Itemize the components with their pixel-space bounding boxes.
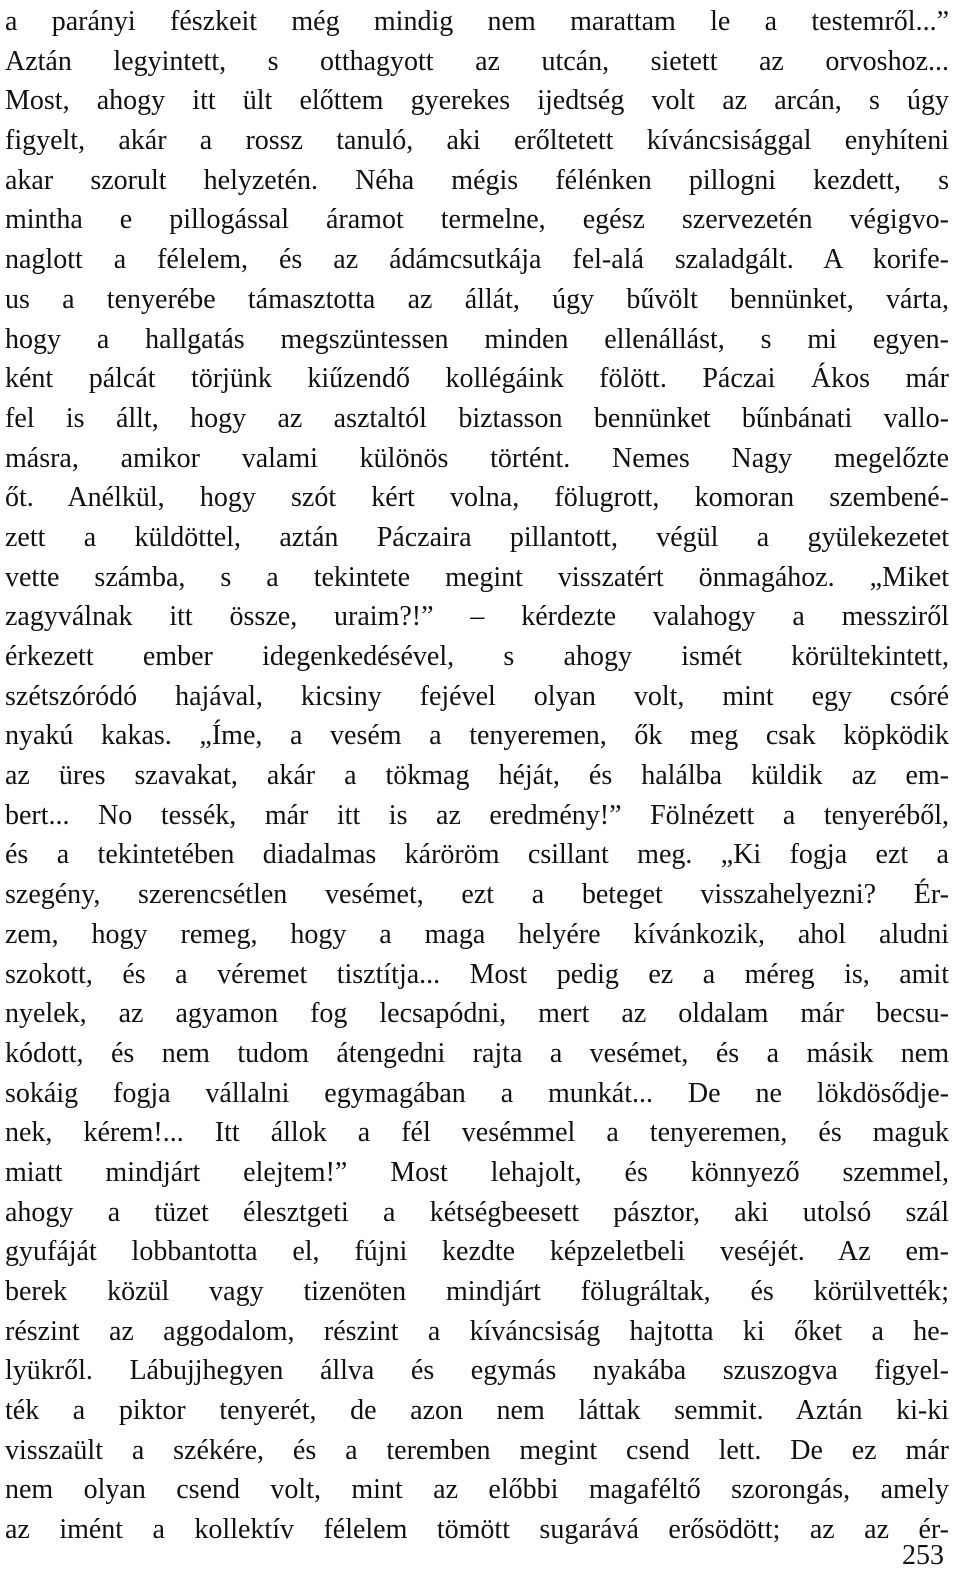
body-text xyxy=(5,2,949,1550)
text-line: naglott a félelem, és az ádámcsutkája fel-alá szaladgált. A korife- xyxy=(5,244,949,276)
text-line: zem, hogy remeg, hogy a maga helyére kívánkozik, ahol aludni xyxy=(5,918,949,950)
text-line: figyelt, akár a rossz tanuló, aki erőltetett kíváncsisággal enyhíteni xyxy=(5,125,949,157)
text-line: sokáig fogja vállalni egymagában a munkát... De ne lökdösődje- xyxy=(5,1077,949,1109)
page-number: 253 xyxy=(902,1540,944,1571)
text-line: szétszóródó hajával, kicsiny fejével olyan volt, mint egy csóré xyxy=(5,680,949,712)
text-line: zett a küldöttel, aztán Páczaira pillantott, végül a gyülekezetet xyxy=(5,521,949,553)
text-line: szokott, és a véremet tisztítja... Most pedig ez a méreg is, amit xyxy=(5,958,949,990)
text-line: az imént a kollektív félelem tömött sugarává erősödött; az az ér- xyxy=(5,1514,949,1546)
text-line: vette számba, s a tekintete megint visszatért önmagához. „Miket xyxy=(5,561,949,593)
text-line: részint az aggodalom, részint a kíváncsiság hajtotta ki őket a he- xyxy=(5,1315,949,1347)
text-line: fel is állt, hogy az asztaltól biztasson bennünket bűnbánati vallo- xyxy=(5,402,949,434)
text-line: bert... No tessék, már itt is az eredmény!” Fölnézett a tenyeréből, xyxy=(5,799,949,831)
text-line: érkezett ember idegenkedésével, s ahogy ismét körültekintett, xyxy=(5,641,949,672)
text-line: ték a piktor tenyerét, de azon nem láttak semmit. Aztán ki-ki xyxy=(5,1395,949,1427)
text-line: kódott, és nem tudom átengedni rajta a vesémet, és a másik nem xyxy=(5,1037,949,1069)
text-line: nyakú kakas. „Íme, a vesém a tenyeremen, ők meg csak köpködik xyxy=(5,720,949,752)
text-line: lyükről. Lábujjhegyen állva és egymás nyakába szuszogva figyel- xyxy=(5,1355,949,1387)
text-line: őt. Anélkül, hogy szót kért volna, fölugrott, komoran szembené- xyxy=(5,482,949,514)
text-line: nyelek, az agyamon fog lecsapódni, mert az oldalam már becsu- xyxy=(5,998,949,1030)
text-line: miatt mindjárt elejtem!” Most lehajolt, és könnyező szemmel, xyxy=(5,1156,949,1188)
text-line: mintha e pillogással áramot termelne, egész szervezetén végigvo- xyxy=(5,204,949,236)
text-line: nem olyan csend volt, mint az előbbi magaféltő szorongás, amely xyxy=(5,1474,949,1506)
text-line: hogy a hallgatás megszüntessen minden ellenállást, s mi egyen- xyxy=(5,323,949,355)
text-line: Most, ahogy itt ült előttem gyerekes ijedtség volt az arcán, s úgy xyxy=(5,85,949,117)
text-line: szegény, szerencsétlen vesémet, ezt a beteget visszahelyezni? Ér- xyxy=(5,879,949,911)
text-line: gyufáját lobbantotta el, fújni kezdte képzeletbeli veséjét. Az em- xyxy=(5,1236,949,1268)
text-line: visszaült a székére, és a teremben megint csend lett. De ez már xyxy=(5,1434,949,1466)
text-line: ként pálcát törjünk kiűzendő kollégáink fölött. Páczai Ákos már xyxy=(5,363,949,395)
text-line: és a tekintetében diadalmas káröröm csillant meg. „Ki fogja ezt a xyxy=(5,839,949,871)
text-line: berek közül vagy tizenöten mindjárt fölugráltak, és körülvették; xyxy=(5,1276,949,1307)
text-line: Aztán legyintett, s otthagyott az utcán, sietett az orvoshoz... xyxy=(5,45,949,77)
text-line: másra, amikor valami különös történt. Nemes Nagy megelőzte xyxy=(5,442,949,474)
text-line: akar szorult helyzetén. Néha mégis félénken pillogni kezdett, s xyxy=(5,164,949,196)
text-line: nek, kérem!... Itt állok a fél vesémmel a tenyeremen, és maguk xyxy=(5,1117,949,1149)
text-line: us a tenyerébe támasztotta az állát, úgy bűvölt bennünket, várta, xyxy=(5,283,949,315)
text-line: a parányi fészkeit még mindig nem marattam le a testemről...” xyxy=(5,6,949,37)
text-line: zagyválnak itt össze, uraim?!” – kérdezte valahogy a messziről xyxy=(5,601,949,633)
text-line: az üres szavakat, akár a tökmag héját, és halálba küldik az em- xyxy=(5,760,949,792)
text-line: ahogy a tüzet élesztgeti a kétségbeesett pásztor, aki utolsó szál xyxy=(5,1196,949,1228)
